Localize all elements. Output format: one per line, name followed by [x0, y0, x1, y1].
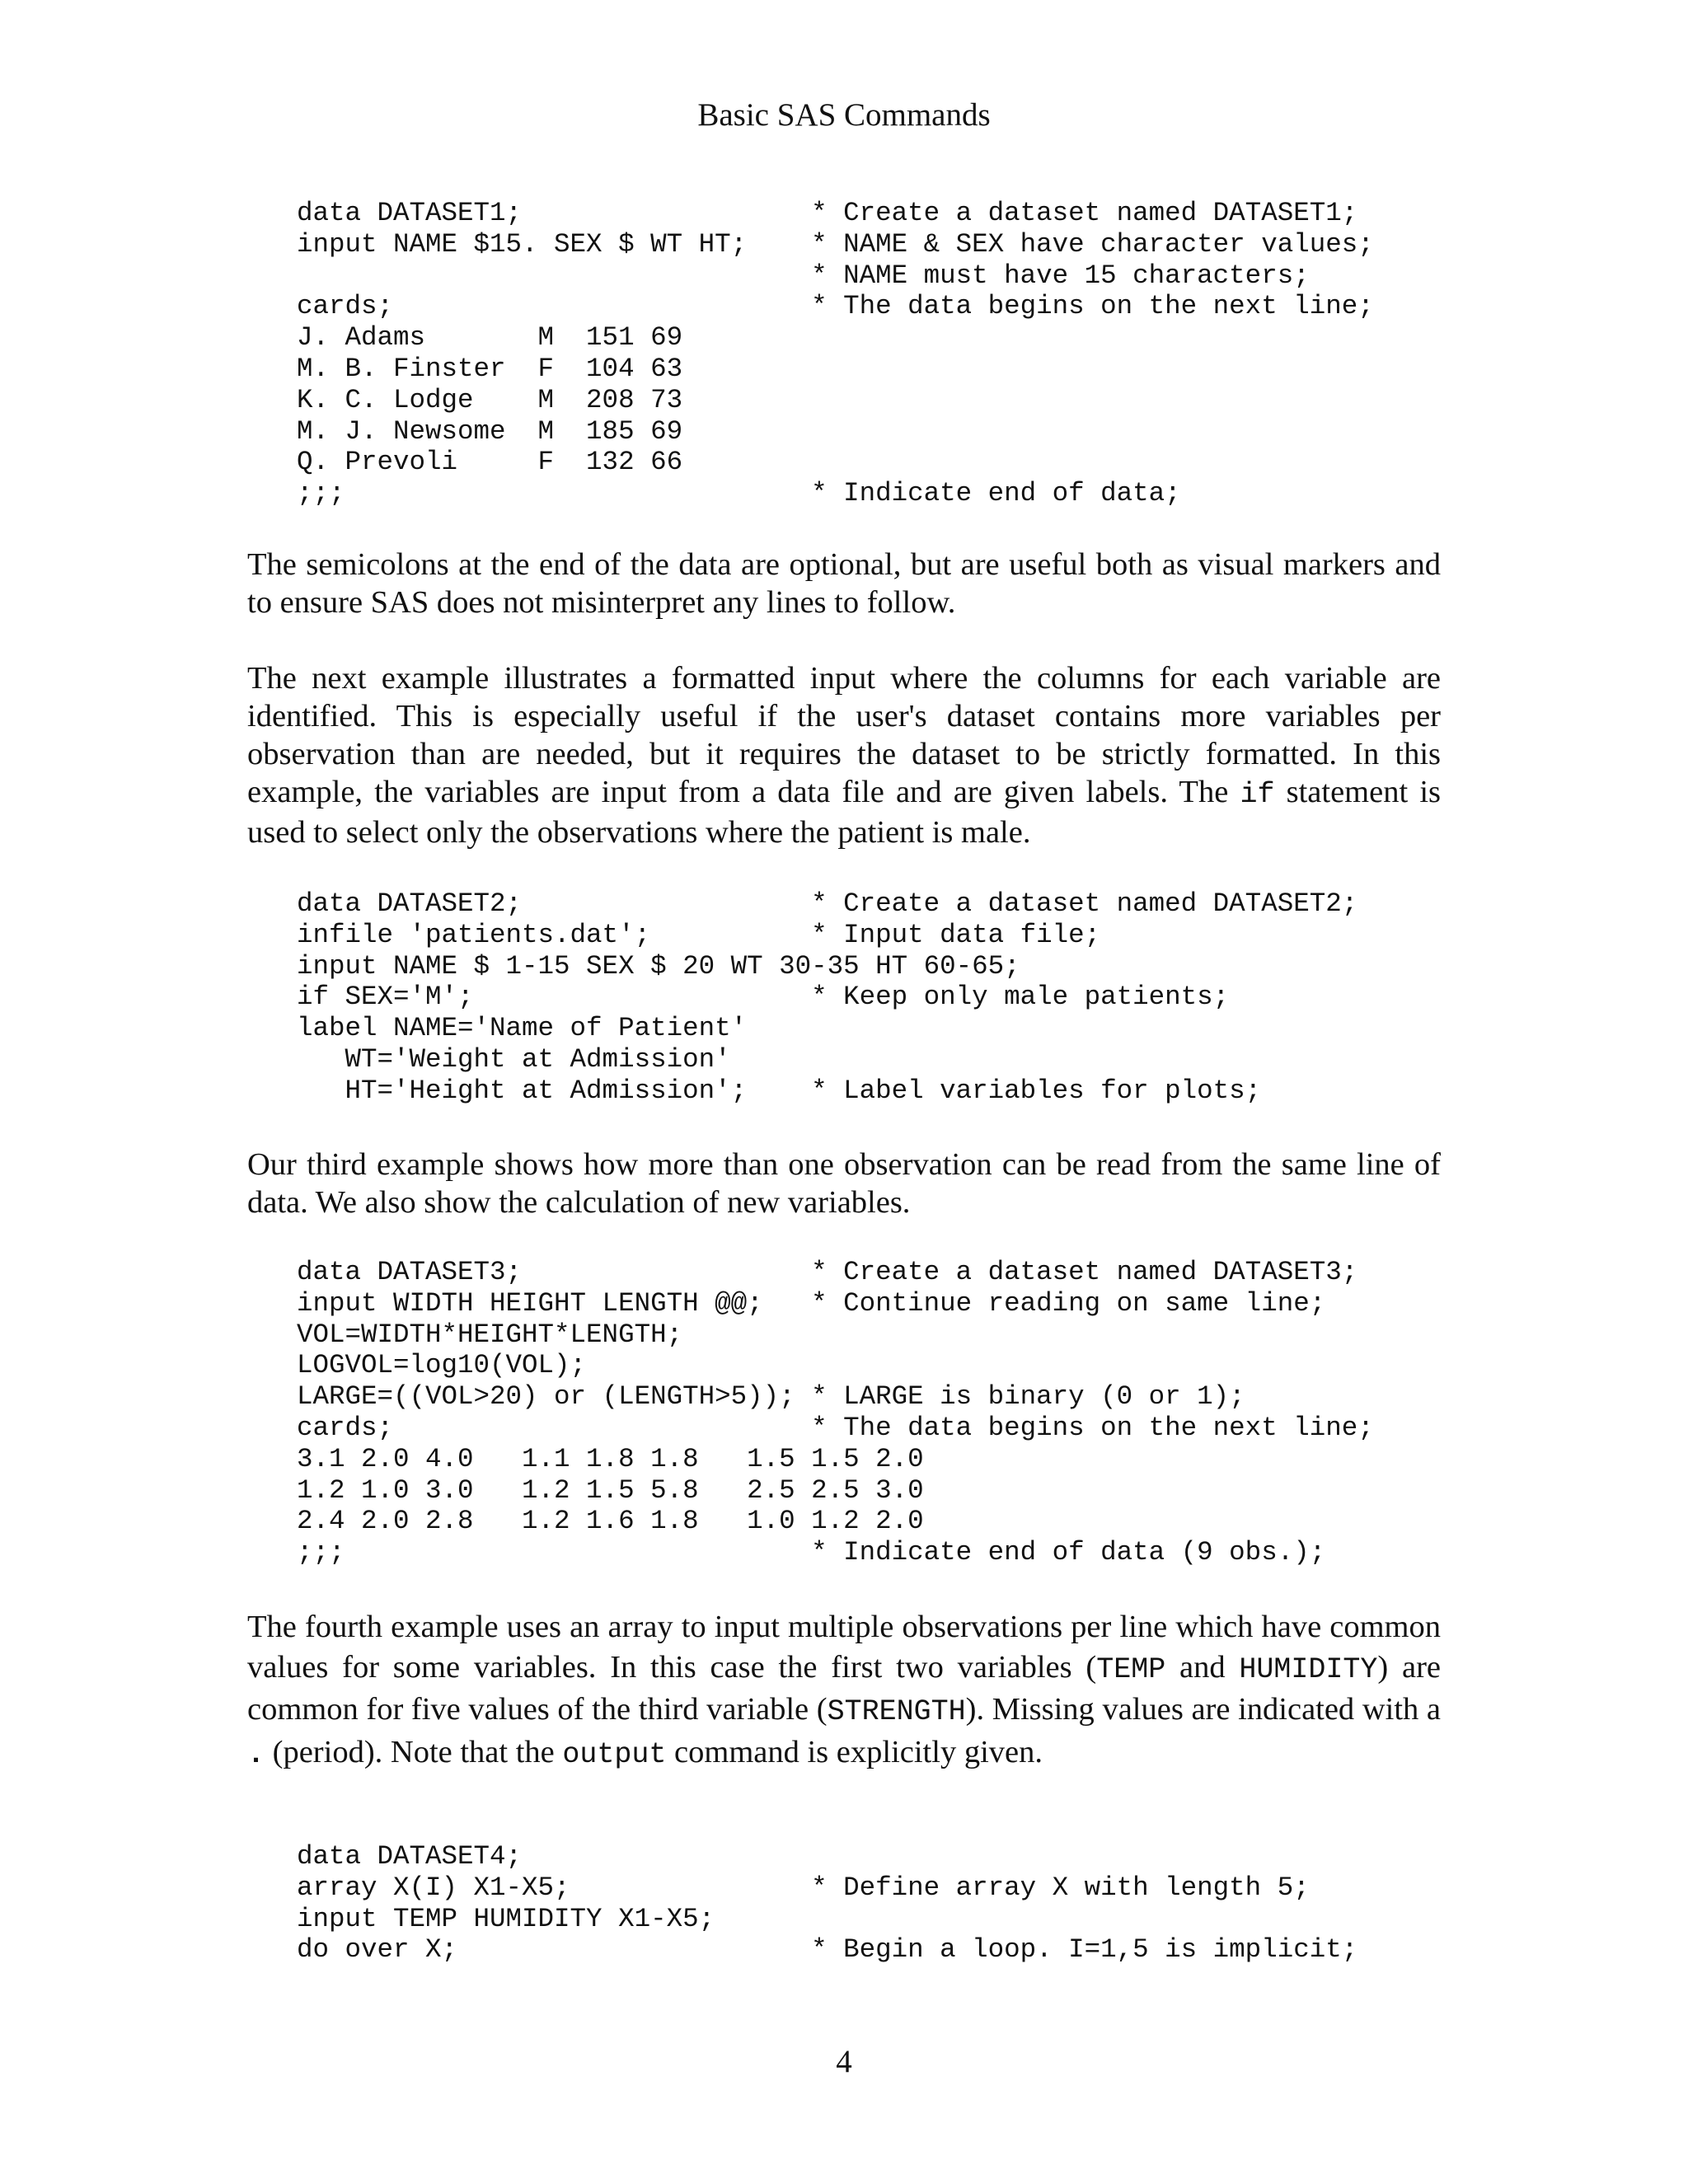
code-block-dataset1: data DATASET1; * Create a dataset named DATASET1; input NAME $15. SEX $ WT HT; * NAME & SEX have character values; * NAME must have 15 characters; cards; * The data begins on the next line; J. Adams M 151 69 M. B. Finster F 104 63 K. C. Lodge M 208 73 M. J. Newsome M 185 69 Q. Prevoli F 132 66 ;;; * Indicate end of data;	[297, 198, 1374, 509]
paragraph-text: ). Missing values are indicated with a	[965, 1692, 1442, 1727]
inline-code-strength: STRENGTH	[827, 1695, 966, 1728]
paragraph-text: ) are common for five values of the third variable (	[247, 1649, 1441, 1727]
inline-code-output: output	[562, 1737, 667, 1771]
paragraph-text: statement is used to select only the observations where the patient is male.	[247, 775, 1441, 850]
paragraph-text: The next example illustrates a formatted input where the columns for each variable are identified. This is especially useful if the user's dataset contains more variables per observation than are needed, but it requires the dataset to be strictly formatted. In this example, the variables are input from a data file and are given labels. The	[247, 661, 1441, 809]
page-number: 4	[836, 2044, 852, 2079]
page-title: Basic SAS Commands	[697, 97, 991, 133]
code-block-dataset3: data DATASET3; * Create a dataset named DATASET3; input WIDTH HEIGHT LENGTH @@; * Continue reading on same line; VOL=WIDTH*HEIGHT*LENGTH; LOGVOL=log10(VOL); LARGE=((VOL>20) or (LENGTH>5)); * LARGE is binary (0 or 1); cards; * The data begins on the next line; 3.1 2.0 4.0 1.1 1.8 1.8 1.5 1.5 2.0 1.2 1.0 3.0 1.2 1.5 5.8 2.5 2.5 3.0 2.4 2.0 2.8 1.2 1.6 1.8 1.0 1.2 2.0 ;;; * Indicate end of data (9 obs.);	[297, 1257, 1374, 1568]
paragraph-formatted-input	[247, 659, 1441, 851]
paragraph-text: The fourth example uses an array to input multiple observations per line which have common values for some variables. In this case the first two variables (	[247, 1610, 1441, 1685]
paragraph-text: (period). Note that the	[265, 1734, 563, 1769]
code-block-dataset4: data DATASET4; array X(I) X1-X5; * Define array X with length 5; input TEMP HUMIDITY X1-X5; do over X; * Begin a loop. I=1,5 is implicit;	[297, 1841, 1358, 1966]
inline-code-period: .	[247, 1737, 265, 1771]
code-block-dataset2: data DATASET2; * Create a dataset named DATASET2; infile 'patients.dat'; * Input data file; input NAME $ 1-15 SEX $ 20 WT 30-35 HT 60-65; if SEX='M'; * Keep only male patients; label NAME='Name of Patient' WT='Weight at Admission' HT='Height at Admission'; * Label variables for plots;	[297, 888, 1358, 1106]
paragraph-text: command is explicitly given.	[666, 1734, 1043, 1769]
inline-code-humidity: HUMIDITY	[1239, 1652, 1378, 1686]
inline-code-temp: TEMP	[1096, 1652, 1166, 1686]
inline-code-if: if	[1240, 778, 1275, 811]
paragraph-semicolons: The semicolons at the end of the data are optional, but are useful both as visual markers and to ensure SAS does not misinterpret any lines to follow.	[247, 547, 1441, 620]
paragraph-array-input	[247, 1607, 1441, 1774]
paragraph-text: and	[1165, 1649, 1240, 1685]
paragraph-multiple-observations: Our third example shows how more than one observation can be read from the same line of data. We also show the calculation of new variables.	[247, 1147, 1441, 1220]
